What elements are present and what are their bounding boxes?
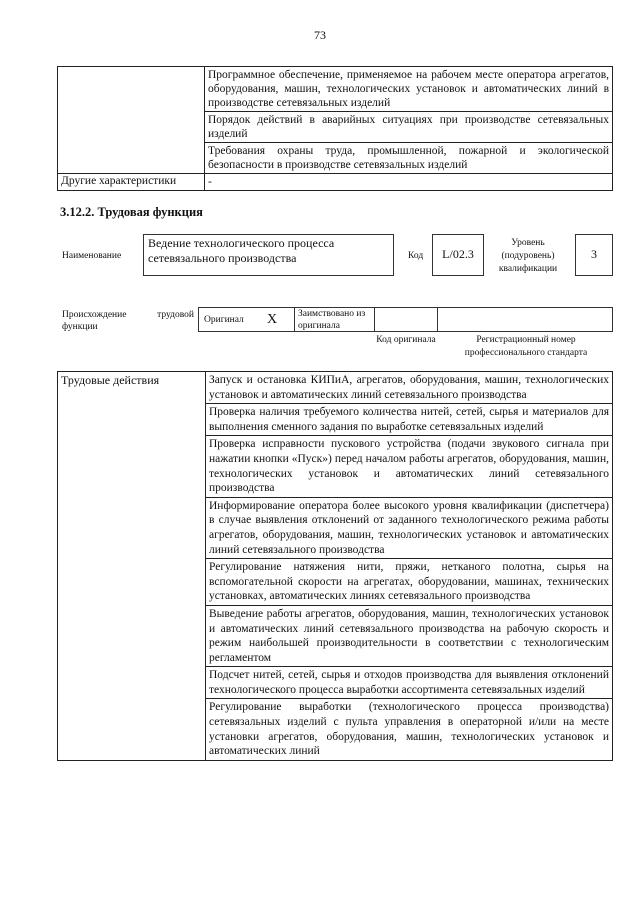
level-label: Уровень (подуровень) квалификации (498, 238, 558, 274)
level-value-box: 3 (575, 234, 613, 276)
original-mark: X (267, 312, 278, 327)
other-characteristics-value: - (205, 174, 613, 191)
table-cell-text: Программное обеспечение, применяемое на рабочем месте оператора агрегатов, оборудования, машин, технологических установок и автоматических линий в производстве сетевязальных изделий (205, 67, 613, 112)
table-cell-text: Порядок действий в аварийных ситуациях при производстве сетевязальных изделий (205, 112, 613, 143)
function-name-box: Ведение технологического процесса сетевязального производства (143, 234, 394, 276)
origin-box (198, 307, 613, 332)
other-characteristics-label: Другие характеристики (58, 174, 205, 191)
labour-actions-table (57, 371, 613, 761)
origin-divider (374, 307, 375, 332)
table-cell-text: Информирование оператора более высокого уровня квалификации (диспетчера) в случае выявления отклонений от заданного технологического режима работы агрегатов, оборудования, машин, технологических установок и автоматических линий сетевязального производства (206, 497, 613, 558)
knowledge-table-continuation (57, 66, 613, 191)
table-row (58, 174, 613, 191)
table-cell-text: Подсчет нитей, сетей, сырья и отходов производства для выявления отклонений технологического процесса выработки ассортимента сетевязальных изделий (206, 667, 613, 699)
code-label: Код (408, 251, 424, 261)
borrowed-label: Заимствовано из оригинала (298, 309, 366, 331)
function-code-box: L/02.3 (432, 234, 484, 276)
name-label: Наименование (62, 251, 122, 261)
table-cell-label (58, 67, 205, 174)
table-cell-text: Выведение работы агрегатов, оборудования, машин, технологических установок и автоматических линий сетевязального производства на рабочую скорость и режим наибольшей производительности в соответствии с технологическим регламентом (206, 605, 613, 666)
origin-label: Происхождение трудовой функции (62, 310, 194, 332)
original-label: Оригинал (204, 315, 244, 325)
origin-divider (437, 307, 438, 332)
table-row (58, 372, 613, 404)
registration-number-caption: Регистрационный номер профессионального стандарта (464, 335, 588, 358)
section-title: 3.12.2. Трудовая функция (60, 205, 203, 219)
table-cell-text: Запуск и остановка КИПиА, агрегатов, оборудования, машин, технологических установок и автоматических линий сетевязального производства (206, 372, 613, 404)
table-cell-text: Проверка наличия требуемого количества нитей, сетей, сырья и материалов для выполнения сменного задания по выработке сетевязальных изделий (206, 404, 613, 436)
original-code-caption: Код оригинала (376, 335, 436, 345)
table-cell-text: Регулирование натяжения нити, пряжи, нетканого полотна, сырья на вспомогательной скорости на агрегатах, оборудовании, машинах, технических установках, автоматических линиях сетевязального производства (206, 559, 613, 606)
table-row (58, 67, 613, 112)
labour-actions-label: Трудовые действия (58, 372, 206, 761)
table-cell-text: Требования охраны труда, промышленной, пожарной и экологической безопасности в производстве сетевязальных изделий (205, 143, 613, 174)
page-number: 73 (314, 28, 326, 42)
origin-divider (294, 307, 295, 332)
table-cell-text: Проверка исправности пускового устройства (подачи звукового сигнала при нажатии кнопки «Пуск») перед началом работы агрегатов, оборудования, машин, технологических установок и автоматических линий сетевязального производства (206, 436, 613, 497)
table-cell-text: Регулирование выработки (технологического процесса производства) сетевязальных изделий с пульта управления в операторной и/или на месте установки агрегатов, оборудования, машин, технологических установок и автоматических линий (206, 699, 613, 760)
